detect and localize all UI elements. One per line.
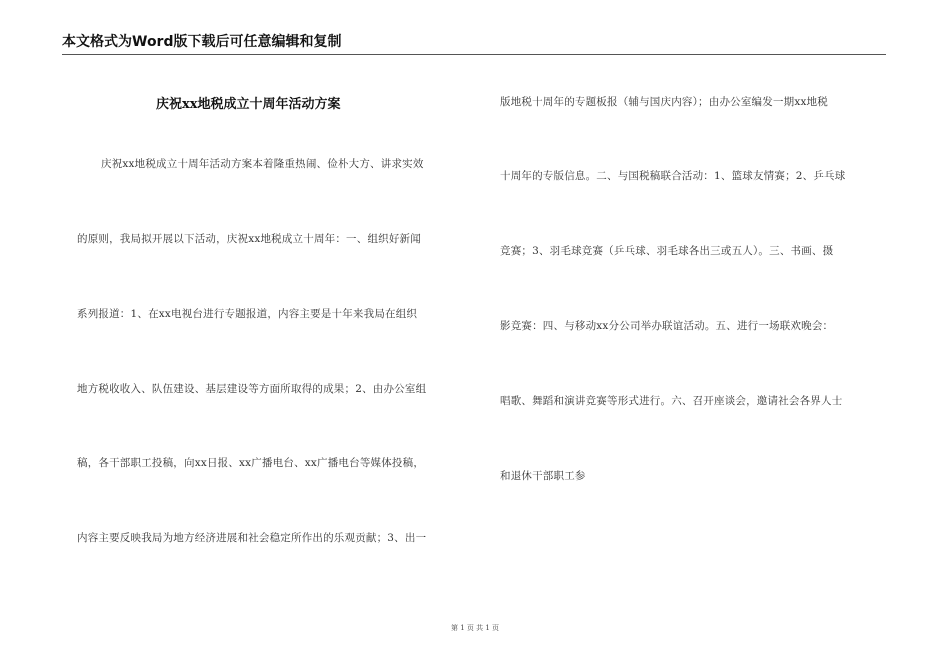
body-line-left-1: 庆祝xx地税成立十周年活动方案本着隆重热闹、俭朴大方、讲求实效 [101, 158, 424, 170]
body-line-right-2: 十周年的专版信息。二、与国税稿联合活动：1、篮球友情赛；2、乒乓球 [500, 170, 846, 182]
body-line-right-6: 和退休干部职工参 [500, 470, 586, 482]
body-line-left-6: 内容主要反映我局为地方经济进展和社会稳定所作出的乐观贡献；3、出一 [77, 532, 427, 544]
body-line-right-5: 唱歌、舞蹈和演讲竞赛等形式进行。六、召开座谈会，邀请社会各界人士 [500, 395, 843, 407]
body-line-right-3: 竞赛；3、羽毛球竞赛（乒乓球、羽毛球各出三或五人）。三、书画、摄 [500, 245, 834, 257]
page-number: 第 1 页 共 1 页 [450, 624, 500, 632]
body-line-right-1: 版地税十周年的专题板报（辅与国庆内容）；由办公室编发一期xx地税 [500, 96, 828, 108]
body-line-left-5: 稿，各干部职工投稿，向xx日报、xx广播电台、xx广播电台等媒体投稿， [77, 457, 425, 469]
body-line-left-2: 的原则，我局拟开展以下活动，庆祝xx地税成立十周年：一、组织好新闻 [77, 233, 421, 245]
body-line-left-4: 地方税收收入、队伍建设、基层建设等方面所取得的成果；2、由办公室组 [77, 383, 427, 395]
document-title: 庆祝xx地税成立十周年活动方案 [156, 97, 341, 112]
header-title: 本文格式为Word版下载后可任意编辑和复制 [62, 34, 342, 50]
body-line-right-4: 影竞赛：四、与移动xx分公司举办联谊活动。五、进行一场联欢晚会： [500, 320, 834, 332]
page-header [62, 32, 886, 55]
body-line-left-3: 系列报道：1、在xx电视台进行专题报道，内容主要是十年来我局在组织 [77, 308, 418, 320]
